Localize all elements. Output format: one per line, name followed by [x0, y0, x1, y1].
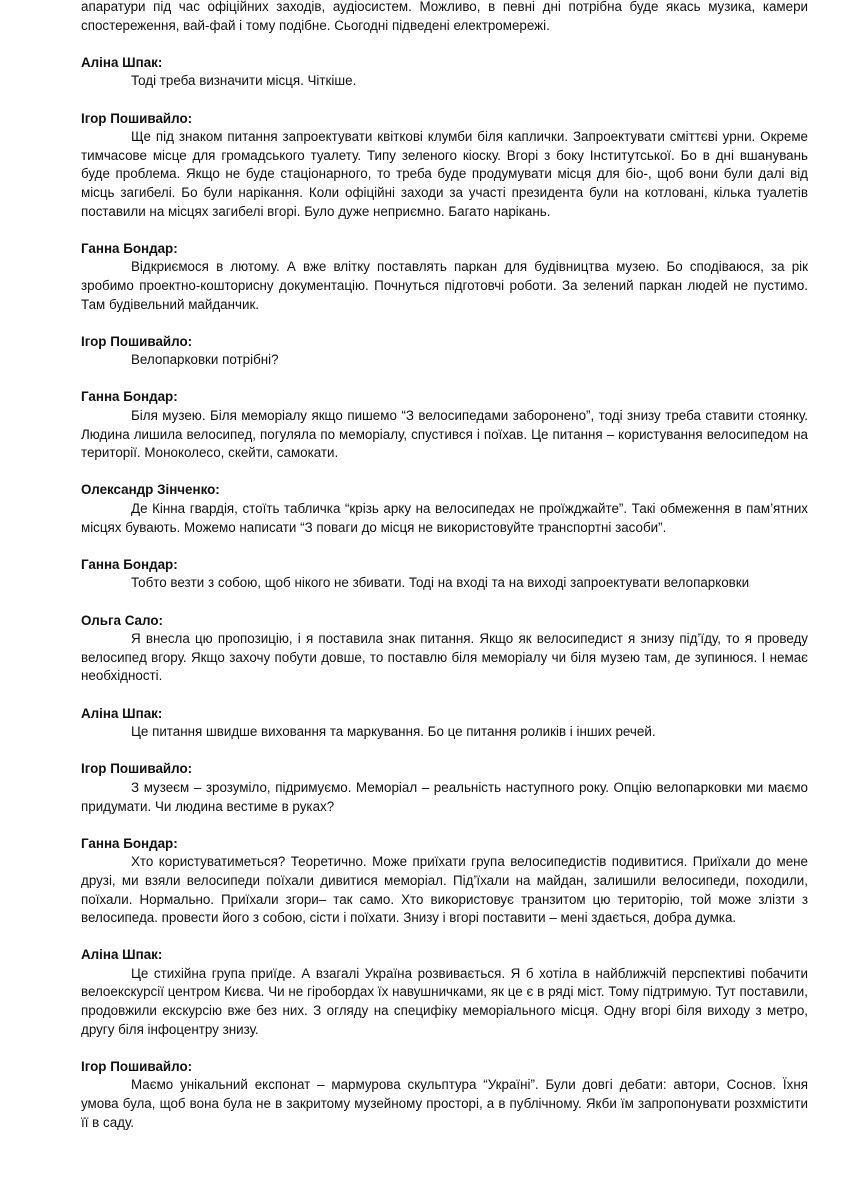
speaker-block: [81, 388, 808, 462]
speaker-name: Ольга Сало:: [81, 612, 163, 628]
dialogue: [81, 54, 808, 1132]
speaker-name: Ганна Бондар:: [81, 389, 178, 405]
speech-text: Це стихійна група приїде. А взагалі Україна розвивається. Я б хотіла в найближчій перспективі побачити велоекскурсії центром Києва. Чи не гіробордах їх навушничками, як це є в ряді міст. Тому підтримую. Тут поставили, продовжили екскурсію вже без них. З огляду на специфіку меморіального місця. Одну вгорі біля виходу з метро, другу біля інфоцентру знизу.: [81, 965, 808, 1037]
speaker-block: [81, 835, 808, 928]
speaker-name: Ігор Пошивайло:: [81, 761, 193, 777]
speech-text: Велопарковки потрібні?: [131, 352, 279, 368]
speaker-block: [81, 240, 808, 314]
speech-text: Це питання швидше виховання та маркування. Бо це питання роликів і інших речей.: [131, 724, 656, 740]
speaker-block: [81, 760, 808, 816]
lead-paragraph: апаратури під час офіційних заходів, аудіосистем. Можливо, в певні дні потрібна буде якась музика, камери спостереження, вай-фай і тому подібне. Сьогодні підведені електромережі.: [81, 0, 808, 33]
speaker-block: [81, 54, 808, 91]
speaker-name: Аліна Шпак:: [81, 705, 163, 721]
speaker-block: [81, 612, 808, 686]
speaker-name: Ганна Бондар:: [81, 240, 178, 256]
speaker-block: [81, 556, 808, 593]
speaker-block: [81, 110, 808, 222]
speaker-block: [81, 946, 808, 1039]
speech-text: Ще під знаком питання запроектувати квіткові клумби біля каплички. Запроектувати сміттєві урни. Окреме тимчасове місце для громадського туалету. Типу зеленого кіоску. Вгорі з боку Інститутської. Бо в дні вшанувань буде проблема. Якщо не буде стаціонарного, то треба буде продумувати місця для біо-, щоб вони були далі від місць загибелі. Бо були нарікання. Коли офіційні заходи за участі президента були на котловані, кілька туалетів поставили на місцях загибелі вгорі. Було дуже неприємно. Багато нарікань.: [81, 129, 808, 219]
speech-text: Маємо унікальний експонат – мармурова скульптура “Україні”. Були довгі дебати: автори, Соснов. Їхня умова була, щоб вона була не в закритому музейному просторі, а в публічному. Якби їм запропонувати розхмістити її в саду.: [81, 1077, 808, 1130]
document-page: [81, 0, 808, 1132]
speech-text: Тобто везти з собою, щоб нікого не збивати. Тоді на вході та на виході запроектувати велопарковки: [131, 575, 750, 591]
speaker-name: Ігор Пошивайло:: [81, 110, 193, 126]
speaker-block: [81, 481, 808, 537]
speaker-name: Аліна Шпак:: [81, 54, 163, 70]
speaker-name: Олександр Зінченко:: [81, 482, 220, 498]
speaker-name: Аліна Шпак:: [81, 947, 163, 963]
speaker-name: Ігор Пошивайло:: [81, 333, 193, 349]
speech-text: Тоді треба визначити місця. Чіткіше.: [131, 73, 357, 89]
speaker-block: [81, 333, 808, 370]
speaker-name: Ганна Бондар:: [81, 835, 178, 851]
speaker-block: [81, 705, 808, 742]
speech-text: Відкриємося в лютому. А вже влітку поставлять паркан для будівництва музею. Бо сподіваюся, за рік зробимо проектно-кошторисну документацію. Почнуться підготовчі роботи. За зелений паркан людей не пустимо. Там будівельний майданчик.: [81, 259, 808, 312]
speaker-block: [81, 1058, 808, 1132]
speech-text: З музеєм – зрозуміло, підримуємо. Меморіал – реальність наступного року. Опцію велопарковки ми маємо придумати. Чи людина вестиме в руках?: [81, 779, 808, 814]
speaker-name: Ігор Пошивайло:: [81, 1058, 193, 1074]
speech-text: Я внесла цю пропозицію, і я поставила знак питання. Якщо як велосипедист я знизу під’їду, то я проведу велосипед вгору. Якщо захочу побути довше, то поставлю біля меморіалу чи біля музею там, де зупинюся. І немає необхідності.: [81, 631, 808, 684]
speech-text: Хто користуватиметься? Теоретично. Може приїхати група велосипедистів подивитися. Приїхали до мене друзі, ми взяли велосипеди поїхали дивитися меморіал. Під’їхали на майдан, залишили велосипеди, походили, поїхали. Нормально. Приїхали згори– так само. Хто використовує транзитом цю територію, той може злізти з велосипеда. провести його з собою, сісти і поїхати. Знизу і вгорі поставити – мені здається, добра думка.: [81, 854, 808, 926]
speech-text: Де Кінна гвардія, стоїть табличка “крізь арку на велосипедах не проїжджайте”. Такі обмеження в пам’ятних місцях бувають. Можемо написати “З поваги до місця не використовуйте транспортні засоби”.: [81, 501, 808, 535]
speaker-name: Ганна Бондар:: [81, 556, 178, 572]
speech-text: Біля музею. Біля меморіалу якщо пишемо “З велосипедами заборонено”, тоді знизу треба ставити стоянку. Людина лишила велосипед, погуляла по меморіалу, спустився і поїхав. Це питання – користування велосипедом на території. Моноколесо, скейти, самокати.: [81, 408, 808, 461]
